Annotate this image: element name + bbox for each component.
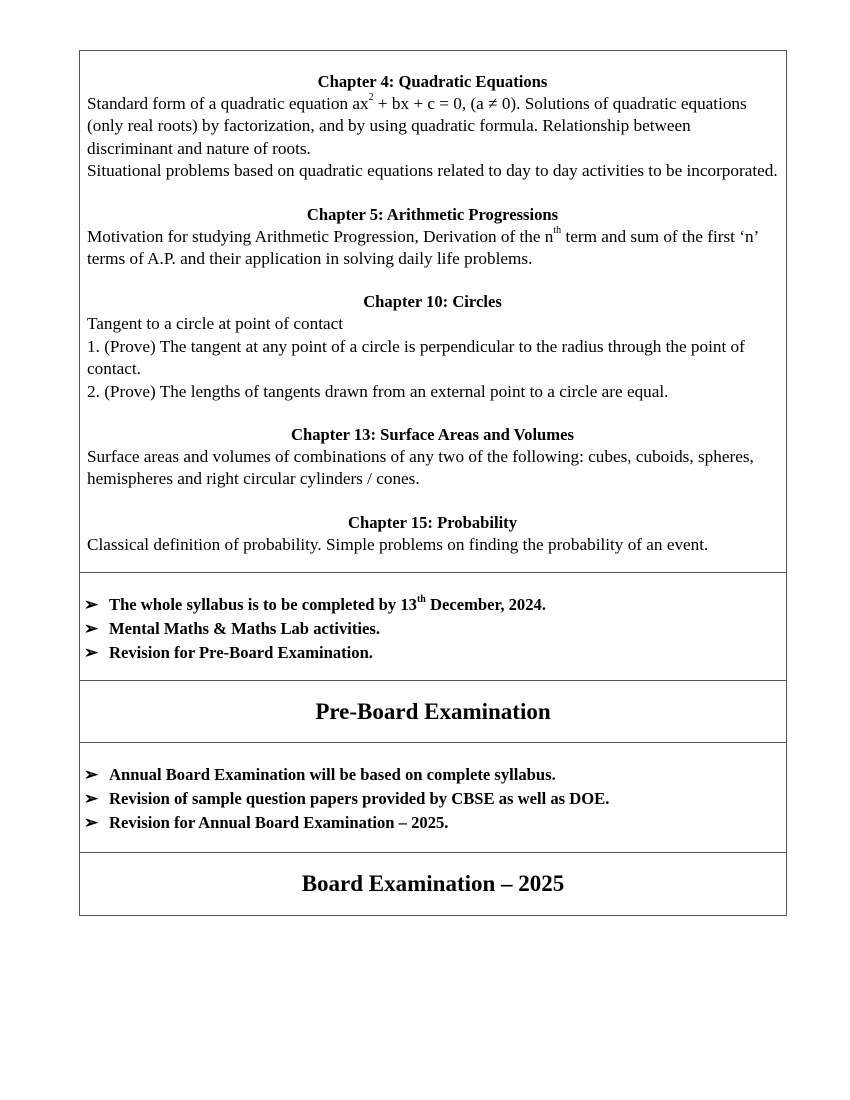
chapter-title: Chapter 10: Circles <box>363 292 502 312</box>
chapter-text: Motivation for studying Arithmetic Progression, Derivation of the $n^{th}$ term and sum of the first ‘n’ terms of A.P. and their application in solving daily life problems. <box>87 224 758 269</box>
board-exam-heading: Board Examination – 2025 <box>301 871 565 897</box>
superscript: th <box>416 593 426 605</box>
list-item-text: The whole syllabus is to be completed by 13th December, 2024. <box>109 593 546 615</box>
list-item <box>84 787 778 811</box>
list-item-text: Revision for Pre-Board Examination. <box>109 643 373 663</box>
chapter-text: Classical definition of probability. Simple problems on finding the probability of an event. <box>87 534 709 554</box>
arrow-bullet-icon: ➢ <box>84 619 99 639</box>
chapter-title: Chapter 4: Quadratic Equations <box>317 72 548 91</box>
list-item <box>84 811 778 835</box>
chapter-text: 1. (Prove) The tangent at any point of a circle is perpendicular to the radius through the point of contact. <box>87 336 745 379</box>
chapter-title: Chapter 5: Arithmetic Progressions <box>306 204 559 224</box>
arrow-bullet-icon: ➢ <box>84 813 99 833</box>
arrow-bullet-icon: ➢ <box>84 789 99 809</box>
chapter-13 <box>87 424 778 491</box>
arrow-bullet-icon: ➢ <box>84 643 99 663</box>
completion-checklist <box>80 573 786 681</box>
arrow-bullet-icon: ➢ <box>84 765 99 785</box>
list-item-text: Annual Board Examination will be based on complete syllabus. <box>109 765 556 785</box>
pre-board-heading: Pre-Board Examination <box>80 681 786 743</box>
list-item <box>84 617 778 641</box>
superscript: th <box>553 224 562 236</box>
list-item <box>84 763 778 787</box>
chapter-title: Chapter 15: Probability <box>347 512 518 532</box>
chapter-5 <box>87 204 778 271</box>
syllabus-cell <box>80 51 786 573</box>
chapter-10 <box>87 291 778 403</box>
chapter-4 <box>87 71 778 183</box>
chapter-text: Standard form of a quadratic equation $ax^2$ + bx + c = 0, (a ≠ 0). Solutions of quadratic equations (only real roots) by factorization, and by using quadratic formula. Relationship between discriminant and nature of roots. <box>87 92 747 158</box>
list-item <box>84 641 778 665</box>
chapter-text: Tangent to a circle at point of contact <box>87 314 344 334</box>
list-item-text: Revision of sample question papers provided by CBSE as well as DOE. <box>109 789 610 809</box>
list-item-text: Revision for Annual Board Examination – 2025. <box>109 813 449 833</box>
chapter-text: Situational problems based on quadratic equations related to day to day activities to be incorporated. <box>87 161 778 181</box>
list-item-text: Mental Maths & Maths Lab activities. <box>109 619 381 639</box>
chapter-text: 2. (Prove) The lengths of tangents drawn from an external point to a circle are equal. <box>87 381 669 401</box>
revision-checklist <box>80 743 786 853</box>
chapter-15 <box>87 512 778 556</box>
superscript: 2 <box>368 92 374 104</box>
list-item <box>84 593 778 617</box>
arrow-bullet-icon: ➢ <box>84 595 99 615</box>
chapter-title: Chapter 13: Surface Areas and Volumes <box>291 425 574 445</box>
chapter-text: Surface areas and volumes of combinations of any two of the following: cubes, cuboids, spheres, hemispheres and right circular cylinders / cones. <box>87 447 754 489</box>
syllabus-table <box>79 50 787 916</box>
